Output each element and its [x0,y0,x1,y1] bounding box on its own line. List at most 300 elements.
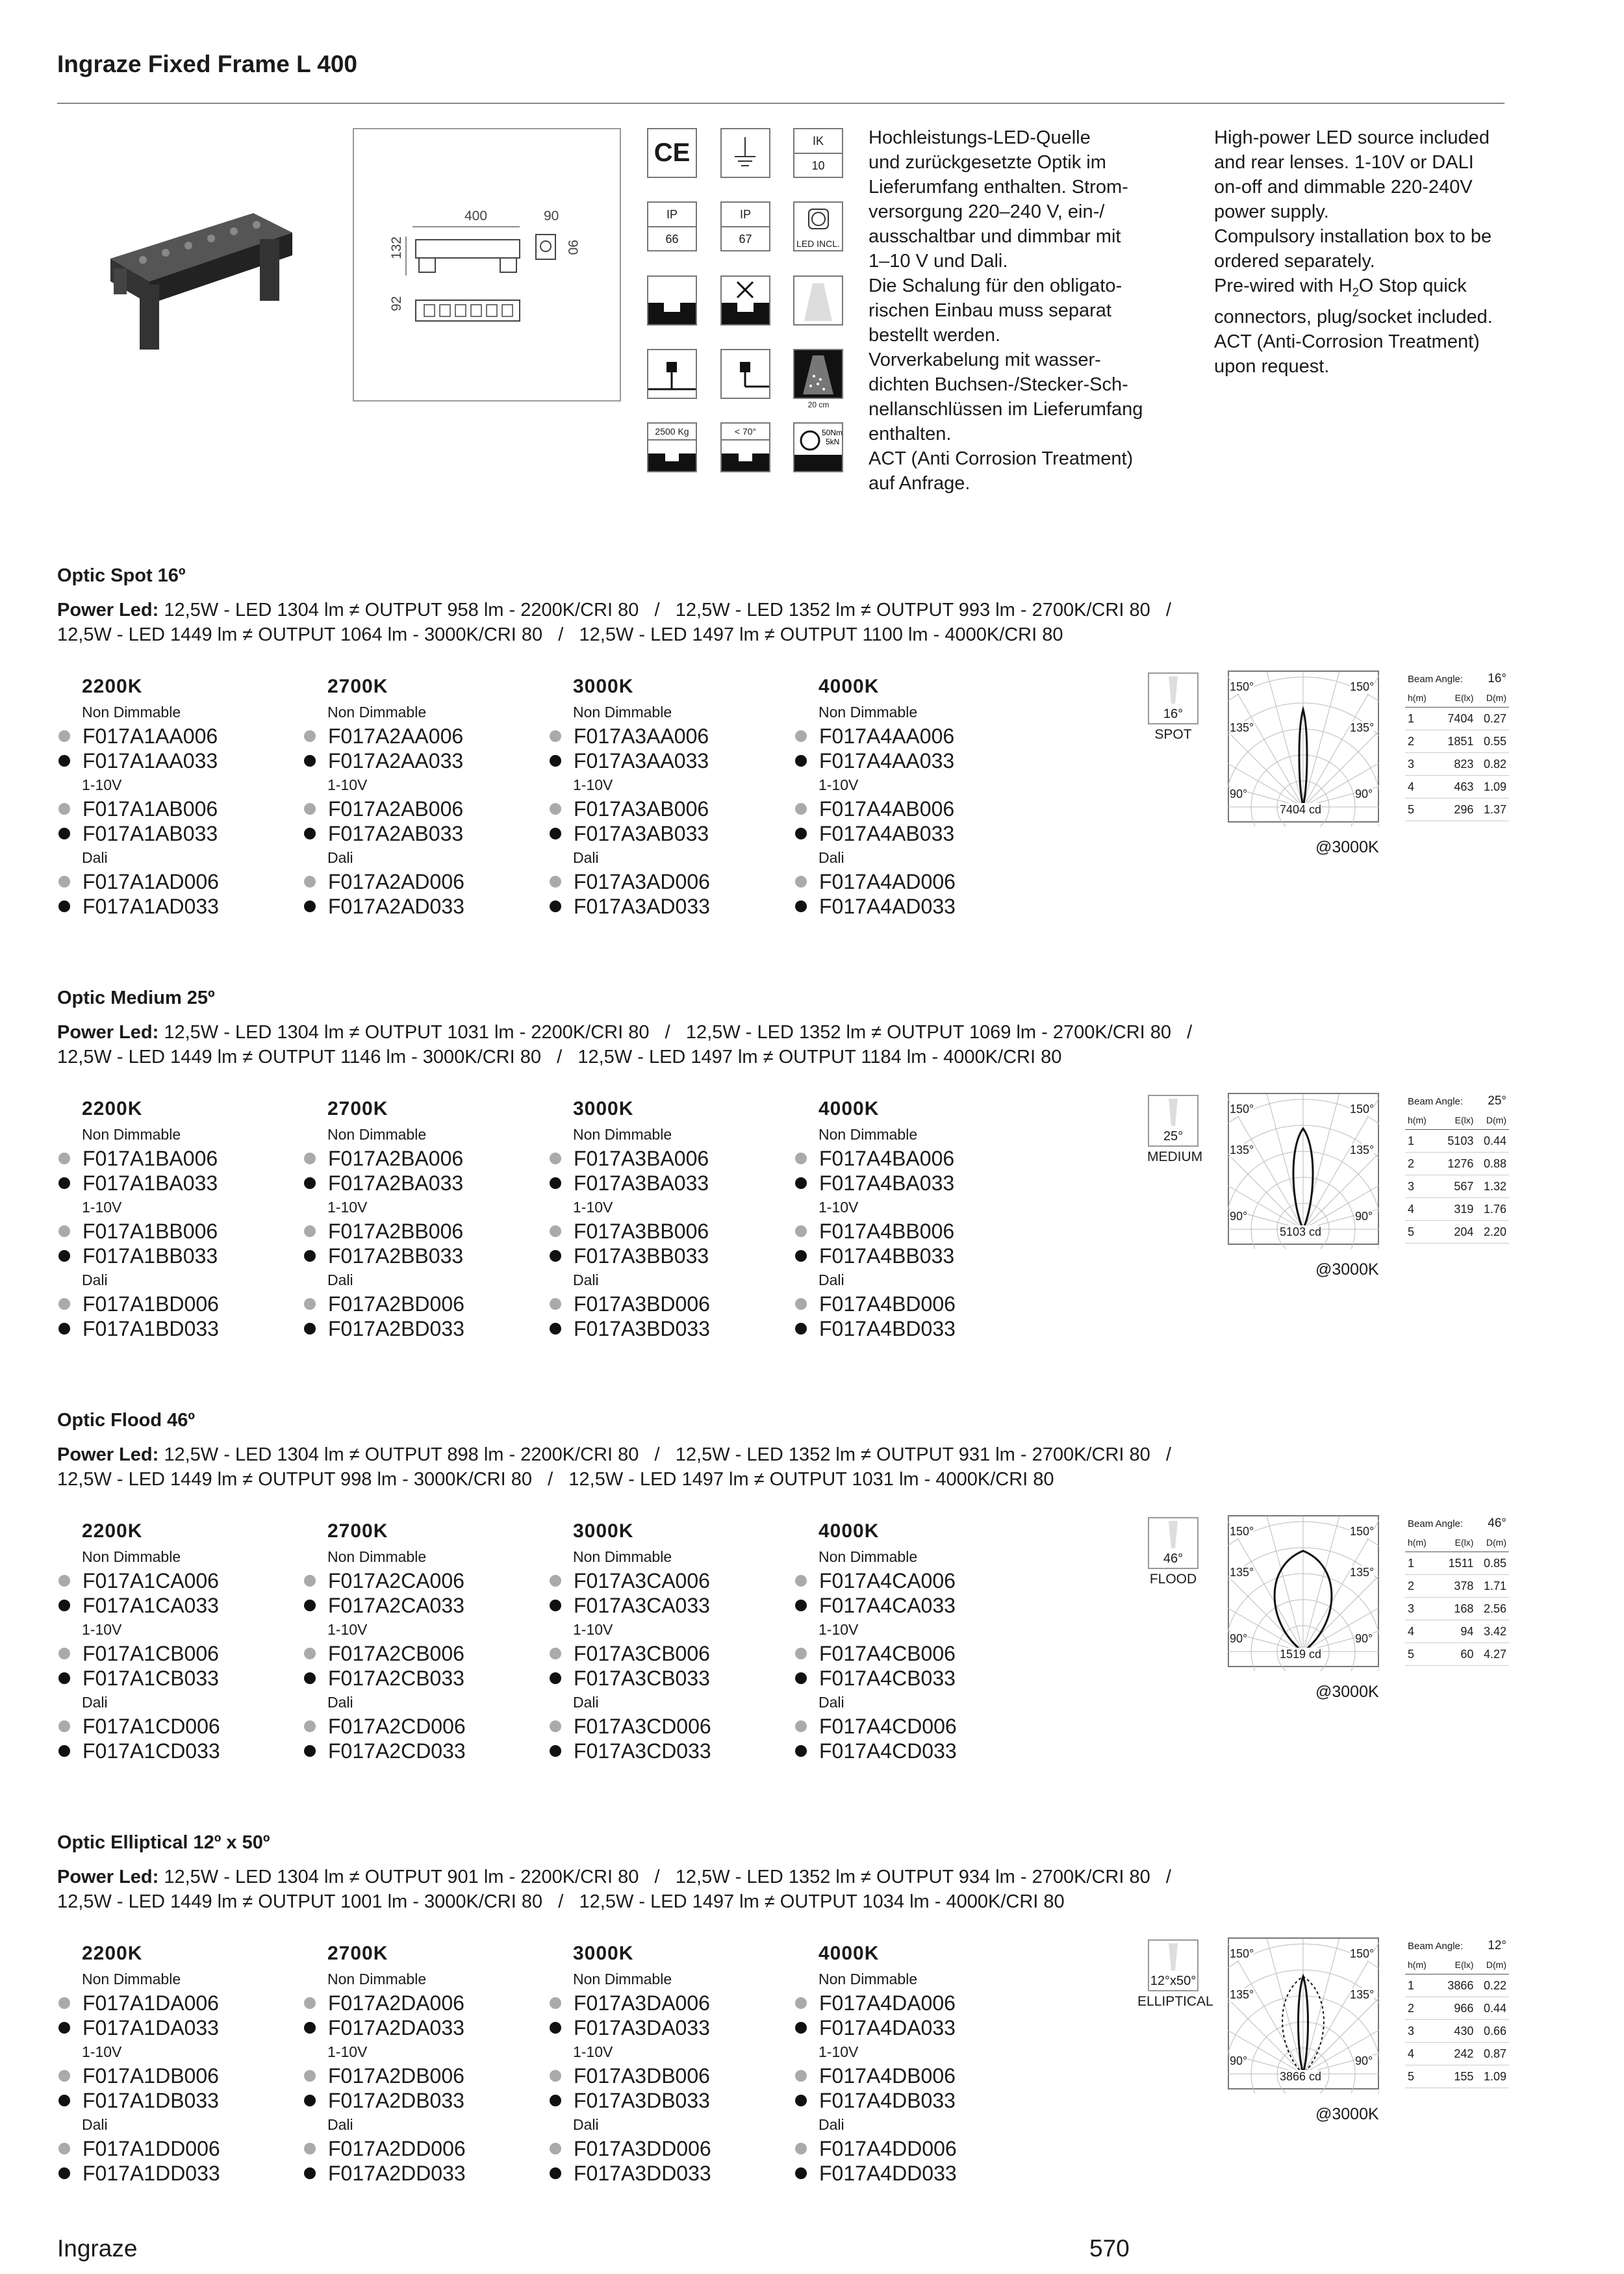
product-code [794,1666,1028,1691]
grey-finish-dot [795,1225,807,1237]
product-code-text: F017A4AD006 [819,870,956,893]
grey-finish-dot [550,1153,561,1164]
beam-angle-label: 16° [1163,707,1184,721]
dimming-type: 1-10V [818,776,859,793]
color-temperature: 4000K [818,1520,880,1542]
product-code [548,1171,782,1195]
product-code-text: F017A3AD006 [574,870,710,893]
table-cell: 0.44 [1476,1997,1509,2020]
grey-finish-dot [795,2070,807,2082]
power-led-spec [57,1865,1506,1914]
product-code [57,1316,291,1341]
dimming-type: Dali [327,849,353,866]
polar-label-150-right: 150° [1350,680,1375,693]
table-cell: 1.76 [1476,1198,1509,1221]
polar-diagram [1228,1093,1379,1249]
dimming-type: 1-10V [573,2043,613,2060]
dimming-type: 1-10V [327,776,368,793]
product-code-column [794,1098,1028,1341]
black-finish-dot [795,828,807,839]
product-code [303,1714,537,1739]
black-finish-dot [550,1672,561,1684]
product-code-text: F017A3BB006 [574,1220,709,1243]
black-finish-dot [304,1600,316,1611]
table-header-h: h(m) [1405,689,1436,708]
table-cell: 1.09 [1476,2065,1509,2088]
product-code-text: F017A1BB006 [82,1220,218,1243]
product-code-text: F017A4CA006 [819,1569,956,1592]
polar-label-135-right: 135° [1350,1143,1375,1156]
color-temperature: 2200K [82,1520,143,1542]
product-code-text: F017A1BA033 [82,1171,218,1195]
grey-finish-dot [550,1225,561,1237]
table-cell: 1851 [1436,730,1476,753]
table-cell: 1.32 [1476,1175,1509,1198]
polar-label-90-right: 90° [1355,787,1373,800]
reference-temperature: @3000K [1315,1260,1379,1279]
black-finish-dot [795,1745,807,1757]
product-code-column [548,1943,782,2186]
product-code-text: F017A2CA033 [328,1594,464,1617]
beam-icon [1148,1095,1199,1147]
product-code-text: F017A2DA006 [328,1991,464,2015]
power-line-1: 12,5W - LED 1304 lm ≠ OUTPUT 1031 lm - 2200K/CRI 80 / 12,5W - LED 1352 lm ≠ OUTPUT 1069 lm - 2700K/CRI 80 / [159,1022,1193,1043]
product-code-text: F017A4DA033 [819,2016,956,2039]
product-code [548,1593,782,1618]
product-code [57,821,291,846]
black-finish-dot [304,2167,316,2179]
product-code [303,2015,537,2040]
black-finish-dot [58,2095,70,2106]
product-code [303,821,537,846]
product-code-text: F017A4DB033 [819,2089,956,2112]
product-code [57,2136,291,2161]
product-code-text: F017A2DB033 [328,2089,464,2112]
product-code-column [548,1520,782,1763]
product-code-text: F017A1BD006 [82,1292,219,1316]
grey-finish-dot [795,1720,807,1732]
product-code [303,1568,537,1593]
grey-finish-dot [550,803,561,815]
dimming-type: Non Dimmable [327,1126,427,1143]
product-code [794,1991,1028,2015]
product-code [548,2088,782,2113]
dimming-type: Dali [573,849,599,866]
black-finish-dot [304,901,316,912]
dim-width: 90 [544,209,559,224]
dimming-type: Dali [327,1271,353,1288]
table-row [1405,1575,1509,1598]
product-code [303,2136,537,2161]
product-code [794,1219,1028,1244]
grey-finish-dot [304,1720,316,1732]
product-code-text: F017A3CA033 [574,1594,710,1617]
beam-data-table [1405,1092,1509,1244]
wall-install-icon [647,349,697,399]
product-code [303,869,537,894]
dimming-type: Non Dimmable [818,1971,918,1987]
dimming-type: 1-10V [573,776,613,793]
product-code [794,1292,1028,1316]
product-code-text: F017A2DD006 [328,2137,466,2160]
product-code [794,2161,1028,2186]
table-cell: 4 [1405,2043,1436,2065]
product-code-text: F017A1DA006 [82,1991,219,2015]
description-de: Hochleistungs-LED-Quelle und zurückgesetzte Optik im Lieferumfang enthalten. Strom- versorgung 220–240 V, ein-/ ausschaltbar und dimmbar mit 1–10 V und Dali. Die Schalung für den obligato- rischen Einbau muss separat bestellt werden. Vorverkabelung mit wasser- dichten Buchsen-/Stecker-Sch- nellanschlüssen im Lieferumfang enthalten. ACT (Anti Corrosion Treatment) auf Anfrage. [869,127,1143,494]
table-cell: 1276 [1436,1153,1476,1175]
product-code-text: F017A1CD033 [82,1739,220,1763]
table-cell: 4 [1405,1620,1436,1643]
power-label: Power Led: [57,1444,159,1465]
grey-finish-dot [550,730,561,742]
grey-finish-dot [550,876,561,888]
product-code-text: F017A4DB006 [819,2064,956,2088]
product-code [57,1568,291,1593]
table-cell: 3 [1405,1598,1436,1620]
ip67-icon: IP 67 [720,201,770,251]
black-finish-dot [304,1250,316,1262]
product-code-text: F017A4AA006 [819,724,955,748]
grey-finish-dot [304,1225,316,1237]
product-code-column [794,676,1028,919]
product-code-text: F017A3AB033 [574,822,709,845]
product-code [548,2161,782,2186]
product-code-text: F017A2DB006 [328,2064,464,2088]
table-cell: 1.71 [1476,1575,1509,1598]
table-cell: 4 [1405,1198,1436,1221]
product-code [57,1739,291,1763]
product-code-text: F017A3AD033 [574,895,710,918]
product-code-text: F017A2AA006 [328,724,464,748]
dimming-type: 1-10V [82,776,122,793]
product-code [303,1171,537,1195]
power-led-spec [57,598,1506,647]
dimming-type: Dali [573,1271,599,1288]
table-cell: 5 [1405,1643,1436,1666]
product-code-text: F017A2BD033 [328,1317,464,1340]
table-cell: 3.42 [1476,1620,1509,1643]
product-code [794,1641,1028,1666]
table-header-e: E(lx) [1436,1111,1476,1130]
section-title: Optic Elliptical 12º x 50º [57,1832,270,1853]
product-code [303,2088,537,2113]
product-code-text: F017A3BA033 [574,1171,709,1195]
dimming-type: 1-10V [82,1621,122,1638]
page-title: Ingraze Fixed Frame L 400 [57,51,358,77]
grey-finish-dot [304,803,316,815]
product-code-column [794,1943,1028,2186]
product-code-text: F017A3AA006 [574,724,709,748]
product-code-text: F017A3CA006 [574,1569,710,1592]
color-temperature: 2700K [327,1520,388,1542]
black-finish-dot [58,901,70,912]
product-code [548,1316,782,1341]
dimming-type: 1-10V [82,2043,122,2060]
product-image [104,207,299,356]
reference-temperature: @3000K [1315,838,1379,856]
distance-caption: 20 cm [807,400,830,409]
power-line-1: 12,5W - LED 1304 lm ≠ OUTPUT 901 lm - 2200K/CRI 80 / 12,5W - LED 1352 lm ≠ OUTPUT 934 lm - 2700K/CRI 80 / [159,1867,1171,1887]
grey-finish-dot [58,2070,70,2082]
product-code [57,2088,291,2113]
black-finish-dot [58,1672,70,1684]
dimming-type: Dali [573,2116,599,2133]
polar-label-150-right: 150° [1350,1103,1375,1116]
product-code [794,821,1028,846]
product-code [57,1244,291,1268]
table-header-d: D(m) [1476,1533,1509,1552]
power-line-2: 12,5W - LED 1449 lm ≠ OUTPUT 1001 lm - 3000K/CRI 80 / 12,5W - LED 1497 lm ≠ OUTPUT 1034 lm - 4000K/CRI 80 [57,1891,1065,1912]
grey-finish-dot [795,1153,807,1164]
black-finish-dot [304,2095,316,2106]
product-code-text: F017A1AB006 [82,797,218,821]
dimming-type: 1-10V [573,1199,613,1216]
beam-type [1147,1095,1203,1165]
product-code-text: F017A4AB033 [819,822,955,845]
product-code-text: F017A2CD006 [328,1715,466,1738]
description-en: High-power LED source included and rear lenses. 1-10V or DALI on-off and dimmable 220-240V power supply. Compulsory installation box to be ordered separately. Pre-wired with $H_2O$ Stop quick connectors, plug/socket included. ACT (Anti-Corrosion Treatment) upon request. [1214,127,1493,377]
black-finish-dot [304,1177,316,1189]
table-cell: 5 [1405,1221,1436,1244]
table-cell: 0.55 [1476,730,1509,753]
black-finish-dot [550,2022,561,2034]
table-cell: 319 [1436,1198,1476,1221]
black-finish-dot [550,1745,561,1757]
product-code-text: F017A3DD006 [574,2137,711,2160]
black-finish-dot [550,828,561,839]
product-code-text: F017A4BA033 [819,1171,955,1195]
product-code-text: F017A3CB006 [574,1642,710,1665]
polar-label-90-left: 90° [1230,2054,1248,2067]
product-code-text: F017A2AD006 [328,870,464,893]
peak-intensity: 5103 cd [1280,1225,1322,1238]
product-code-text: F017A2CB033 [328,1667,464,1690]
product-code [548,1739,782,1763]
table-cell: 3 [1405,2020,1436,2043]
table-cell: 378 [1436,1575,1476,1598]
dimming-type: Non Dimmable [818,1548,918,1565]
table-cell: 966 [1436,1997,1476,2020]
product-code-text: F017A1BA006 [82,1147,218,1170]
dimming-type: 1-10V [818,2043,859,2060]
product-code-text: F017A1AA006 [82,724,218,748]
product-code [548,869,782,894]
product-code-text: F017A3DD033 [574,2162,711,2185]
dimming-type: Dali [818,2116,844,2133]
load-2500kg-icon: 2500 Kg [647,422,697,472]
svg-text:5kN: 5kN [826,437,840,446]
table-header-e: E(lx) [1436,1956,1476,1974]
grey-finish-dot [304,2143,316,2154]
product-code-text: F017A1BB033 [82,1244,218,1268]
peak-intensity: 1519 cd [1280,1648,1322,1661]
product-code [548,1714,782,1739]
power-line-2: 12,5W - LED 1449 lm ≠ OUTPUT 998 lm - 3000K/CRI 80 / 12,5W - LED 1497 lm ≠ OUTPUT 1031 lm - 4000K/CRI 80 [57,1469,1054,1490]
table-row [1405,2020,1509,2043]
table-header-h: h(m) [1405,1956,1436,1974]
black-finish-dot [795,2167,807,2179]
beam-angle-caption: Beam Angle: [1408,673,1464,685]
product-code-text: F017A1AD006 [82,870,219,893]
beam-name: SPOT [1154,727,1192,742]
product-code [548,1146,782,1171]
product-code [57,1666,291,1691]
product-code [794,797,1028,821]
product-code-text: F017A2AB033 [328,822,464,845]
product-code [548,1219,782,1244]
beam-angle-caption: Beam Angle: [1408,1095,1464,1107]
product-code-column [57,1520,291,1763]
grey-finish-dot [550,1575,561,1587]
product-code-text: F017A1DB033 [82,2089,219,2112]
table-cell: 0.82 [1476,753,1509,776]
product-code [548,1244,782,1268]
table-row [1405,753,1509,776]
table-header-h: h(m) [1405,1111,1436,1130]
beam-data-table [1405,1514,1509,1666]
grey-finish-dot [58,1298,70,1310]
table-cell: 2 [1405,1997,1436,2020]
product-code [548,1568,782,1593]
polar-label-135-right: 135° [1350,1566,1375,1579]
product-code [303,1316,537,1341]
product-code [303,1991,537,2015]
polar-diagram [1228,1515,1379,1671]
table-cell: 1 [1405,1552,1436,1575]
table-cell: 567 [1436,1175,1476,1198]
product-code [57,1292,291,1316]
polar-label-150-right: 150° [1350,1525,1375,1538]
dimension-drawing [353,128,621,402]
grey-finish-dot [550,1720,561,1732]
product-code [794,1316,1028,1341]
grey-finish-dot [795,730,807,742]
black-finish-dot [58,1745,70,1757]
product-code [548,1991,782,2015]
peak-intensity: 3866 cd [1280,2070,1322,2083]
black-finish-dot [304,1672,316,1684]
product-code [57,724,291,748]
dim-side: 90 [565,240,580,255]
table-row [1405,1221,1509,1244]
product-code [794,2136,1028,2161]
black-finish-dot [795,2095,807,2106]
product-code [548,1292,782,1316]
black-finish-dot [58,828,70,839]
table-cell: 0.44 [1476,1130,1509,1153]
table-cell: 1 [1405,1130,1436,1153]
product-code [548,1666,782,1691]
product-code [303,1292,537,1316]
table-cell: 0.87 [1476,2043,1509,2065]
table-cell: 430 [1436,2020,1476,2043]
polar-label-135-right: 135° [1350,1988,1375,2001]
product-code-text: F017A3AA033 [574,749,709,773]
product-code-text: F017A2CA006 [328,1569,464,1592]
product-code-text: F017A1CD006 [82,1715,220,1738]
table-row [1405,776,1509,798]
product-code-text: F017A2BA033 [328,1171,464,1195]
grey-finish-dot [550,1298,561,1310]
table-row [1405,1598,1509,1620]
table-cell: 5 [1405,798,1436,821]
table-header-d: D(m) [1476,1956,1509,1974]
product-code-text: F017A4DA006 [819,1991,956,2015]
beam-data-table [1405,1936,1509,2088]
dimming-type: 1-10V [818,1621,859,1638]
product-code-text: F017A2AB006 [328,797,464,821]
product-code-text: F017A2BB033 [328,1244,464,1268]
black-finish-dot [795,1177,807,1189]
polar-label-150-right: 150° [1350,1947,1375,1960]
product-code-text: F017A1AA033 [82,749,218,773]
product-code-text: F017A3CD033 [574,1739,711,1763]
led-included-icon: LED INCL. [793,201,843,251]
dimming-type: Dali [327,2116,353,2133]
table-row [1405,1643,1509,1666]
ip66-icon: IP 66 [647,201,697,251]
table-cell: 4.27 [1476,1643,1509,1666]
page-number: 570 [1089,2235,1130,2262]
recessed-ground-icon [647,275,697,326]
beam-data-table [1405,669,1509,821]
polar-label-90-left: 90° [1230,1632,1248,1645]
product-code [303,748,537,773]
product-code [794,748,1028,773]
polar-label-135-left: 135° [1230,1988,1254,2001]
product-code [794,724,1028,748]
product-code-text: F017A1DB006 [82,2064,219,2088]
no-wall-mount-icon [720,275,770,326]
beam-type [1147,672,1199,743]
product-code [57,1219,291,1244]
grey-finish-dot [550,2070,561,2082]
polar-diagram [1228,1937,1379,2093]
table-row [1405,2043,1509,2065]
dim-height: 132 [389,236,404,259]
grey-finish-dot [304,2070,316,2082]
product-code-text: F017A1BD033 [82,1317,219,1340]
product-code [57,2015,291,2040]
product-code-text: F017A2AA033 [328,749,464,773]
table-row [1405,2065,1509,2088]
product-code [548,724,782,748]
color-temperature: 2200K [82,676,143,697]
color-temperature: 2200K [82,1943,143,1964]
power-line-1: 12,5W - LED 1304 lm ≠ OUTPUT 898 lm - 2200K/CRI 80 / 12,5W - LED 1352 lm ≠ OUTPUT 931 lm - 2700K/CRI 80 / [159,1444,1171,1465]
product-code-text: F017A1CA006 [82,1569,219,1592]
color-temperature: 3000K [573,676,634,697]
black-finish-dot [58,2167,70,2179]
product-code-text: F017A4CB006 [819,1642,956,1665]
beam-angle-value: 25° [1488,1094,1506,1108]
product-code [794,869,1028,894]
dimming-type: 1-10V [327,2043,368,2060]
grey-finish-dot [795,1575,807,1587]
product-code-column [794,1520,1028,1763]
table-row [1405,730,1509,753]
product-code [548,894,782,919]
table-row [1405,1974,1509,1997]
power-line-2: 12,5W - LED 1449 lm ≠ OUTPUT 1064 lm - 3000K/CRI 80 / 12,5W - LED 1497 lm ≠ OUTPUT 1100 lm - 4000K/CRI 80 [57,624,1063,645]
color-temperature: 3000K [573,1943,634,1964]
grey-finish-dot [550,1648,561,1659]
product-code-text: F017A3CD006 [574,1715,711,1738]
dimming-type: Dali [82,1694,108,1711]
table-cell: 0.88 [1476,1153,1509,1175]
grey-finish-dot [58,803,70,815]
product-code-text: F017A2DD033 [328,2162,466,2185]
